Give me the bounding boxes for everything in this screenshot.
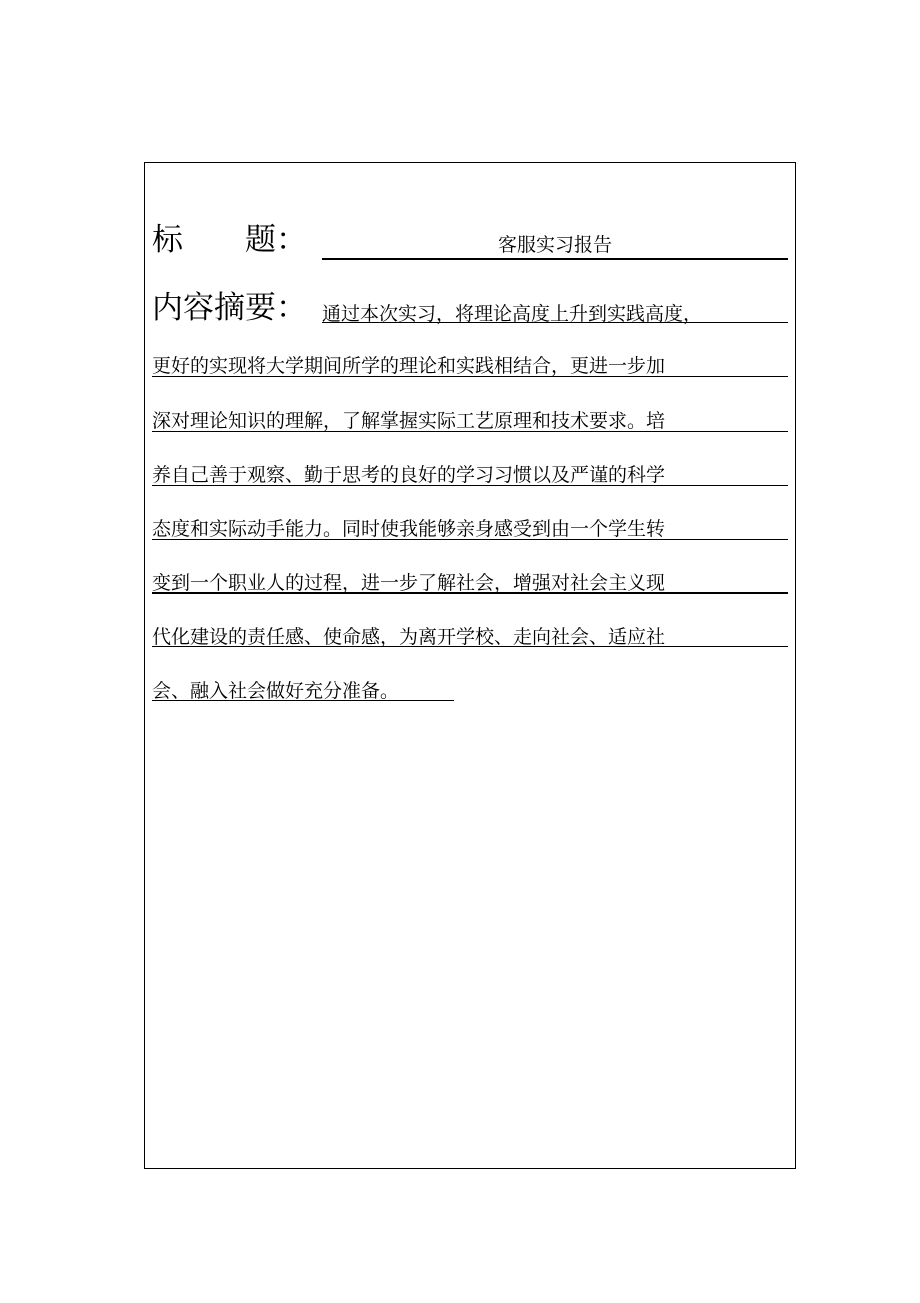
abstract-rule-7 xyxy=(152,646,788,647)
abstract-rule-5 xyxy=(152,539,788,540)
abstract-label: 内容摘要： xyxy=(152,290,307,326)
title-value: 客服实习报告 xyxy=(497,234,612,256)
abstract-line-1: 通过本次实习，将理论高度上升到实践高度， xyxy=(322,303,703,325)
abstract-line-5: 态度和实际动手能力。同时使我能够亲身感受到由一个学生转 xyxy=(152,518,666,540)
abstract-rule-6 xyxy=(152,592,788,594)
title-label: 标 题： xyxy=(152,222,307,258)
abstract-rule-4 xyxy=(152,485,788,486)
abstract-line-3: 深对理论知识的理解，了解掌握实际工艺原理和技术要求。培 xyxy=(152,410,666,432)
abstract-line-6: 变到一个职业人的过程，进一步了解社会，增强对社会主义现 xyxy=(152,572,666,594)
abstract-line-2: 更好的实现将大学期间所学的理论和实践相结合，更进一步加 xyxy=(152,355,666,377)
abstract-rule-1 xyxy=(322,322,788,323)
abstract-line-4: 养自己善于观察、勤于思考的良好的学习习惯以及严谨的科学 xyxy=(152,464,666,486)
abstract-line-8: 会、融入社会做好充分准备。 xyxy=(152,680,400,702)
abstract-line-7: 代化建设的责任感、使命感，为离开学校、走向社会、适应社 xyxy=(152,626,666,648)
title-underline xyxy=(322,258,788,260)
abstract-rule-8 xyxy=(152,700,454,701)
abstract-rule-3 xyxy=(152,431,788,432)
abstract-rule-2 xyxy=(152,376,788,377)
